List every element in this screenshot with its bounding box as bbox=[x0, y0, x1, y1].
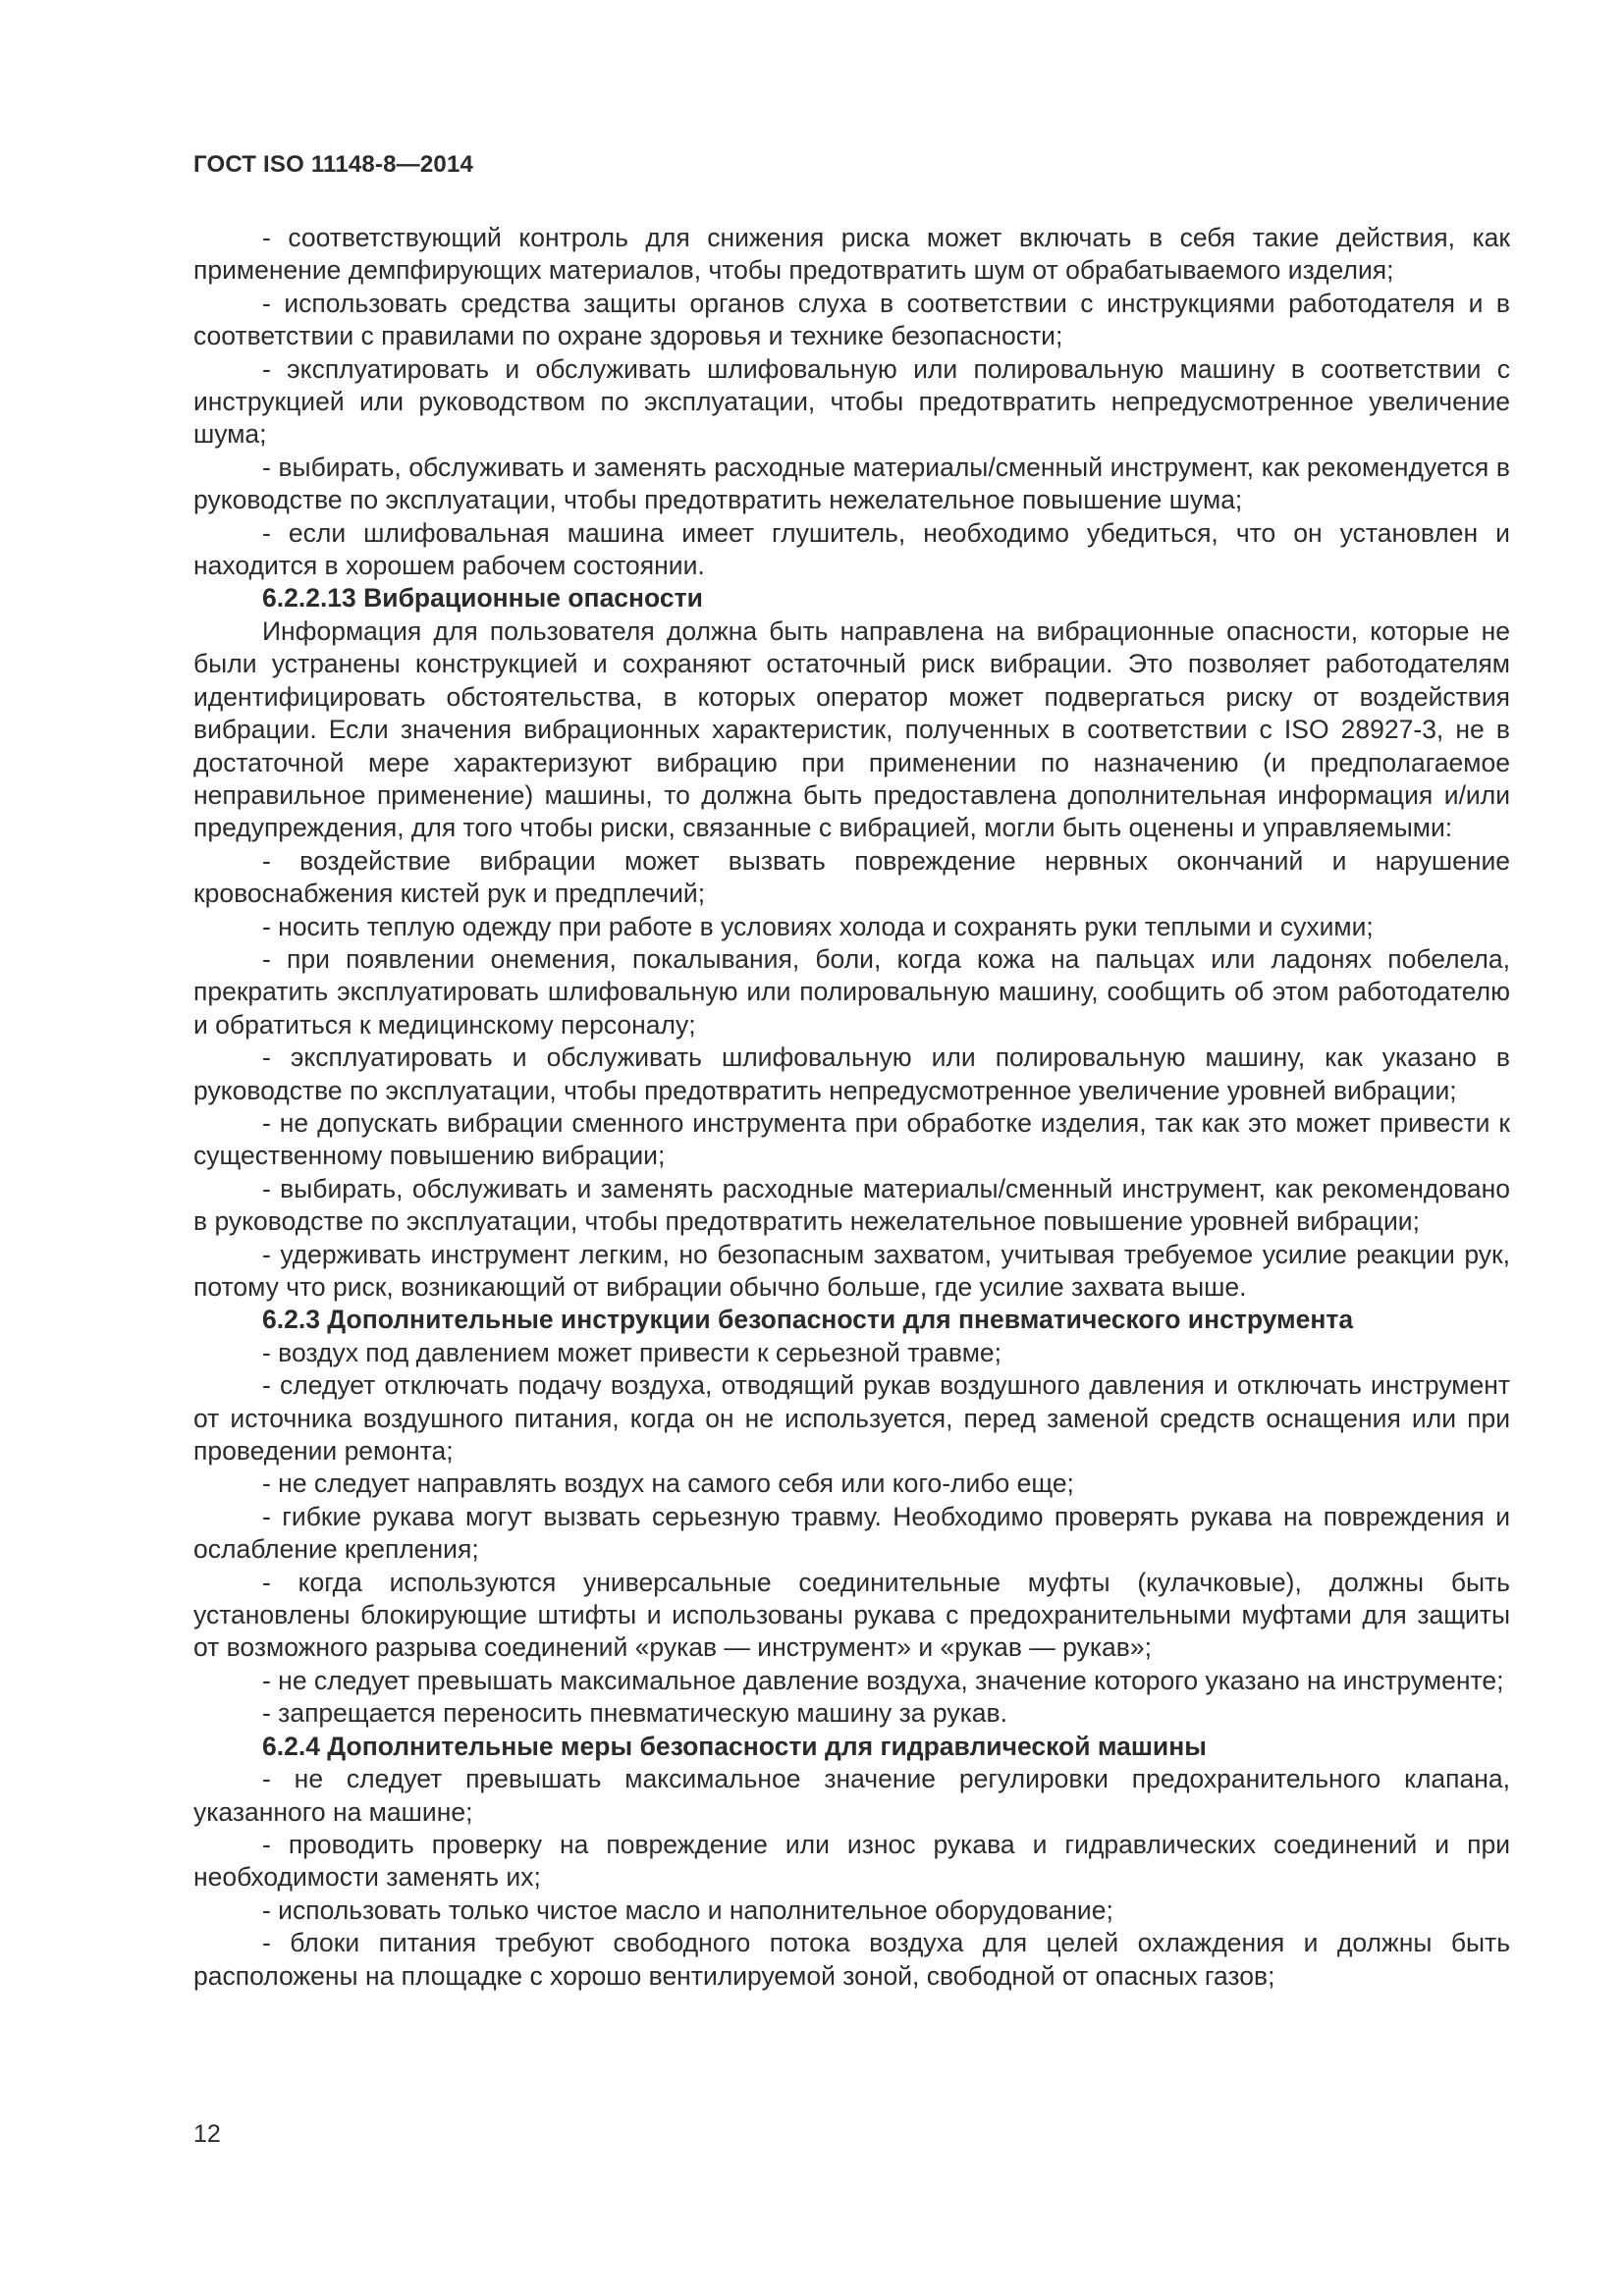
section-heading: 6.2.3 Дополнительные инструкции безопасности для пневматического инструмента bbox=[262, 1305, 1354, 1335]
section-heading: 6.2.2.13 Вибрационные опасности bbox=[262, 583, 703, 614]
paragraph: - не допускать вибрации сменного инструмента при обработке изделия, так как это может привести к существенному повышению вибрации; bbox=[193, 1107, 1510, 1171]
paragraph: - проводить проверку на повреждение или износ рукава и гидравлических соединений и при необходимости заменять их; bbox=[193, 1829, 1510, 1893]
section-heading: 6.2.4 Дополнительные меры безопасности для гидравлической машины bbox=[262, 1731, 1207, 1761]
paragraph: - не следует превышать максимальное значение регулировки предохранительного клапана, указанного на машине; bbox=[193, 1764, 1510, 1827]
paragraph: - при появлении онемения, покалывания, боли, когда кожа на пальцах или ладонях побелела, прекратить эксплуатировать шлифовальную или полировальную машину, сообщить об этом работодателю и обратиться к медицинскому персоналу; bbox=[193, 943, 1510, 1040]
paragraph: - не следует направлять воздух на самого себя или кого-либо еще; bbox=[262, 1468, 1074, 1499]
paragraph: - эксплуатировать и обслуживать шлифовальную или полировальную машину в соответствии с инструкцией или руководством по эксплуатации, чтобы предотвратить непредусмотренное увеличение шума; bbox=[193, 353, 1510, 450]
paragraph: Информация для пользователя должна быть направлена на вибрационные опасности, которые не были устранены конструкцией и сохраняют остаточный риск вибрации. Это позволяет работодателям идентифицировать обстоятельства, в которых оператор может подвергаться риску от воздействия вибрации. Если значения вибрационных характеристик, полученных в соответствии с ISO 28927-3, не в достаточной мере характеризуют вибрацию при применении по назначению (и предполагаемое неправильное применение) машины, то должна быть предоставлена дополнительная информация и/или предупреждения, для того чтобы риски, связанные с вибрацией, могли быть оценены и управляемыми: bbox=[193, 615, 1510, 843]
paragraph: - воздух под давлением может привести к серьезной травме; bbox=[262, 1337, 1002, 1367]
paragraph: - выбирать, обслуживать и заменять расходные материалы/сменный инструмент, как рекомендовано в руководстве по эксплуатации, чтобы предотвратить нежелательное повышение уровней вибрации; bbox=[193, 1173, 1510, 1237]
paragraph: - эксплуатировать и обслуживать шлифовальную или полировальную машину, как указано в руководстве по эксплуатации, чтобы предотвратить непредусмотренное увеличение уровней вибрации; bbox=[193, 1042, 1510, 1105]
paragraph: - запрещается переносить пневматическую машину за рукав. bbox=[262, 1698, 1007, 1729]
paragraph: - носить теплую одежду при работе в условиях холода и сохранять руки теплыми и сухими; bbox=[262, 911, 1374, 941]
paragraph: - использовать средства защиты органов слуха в соответствии с инструкциями работодателя и в соответствии с правилами по охране здоровья и технике безопасности; bbox=[193, 288, 1510, 351]
document-header: ГОСТ ISO 11148-8—2014 bbox=[193, 151, 474, 178]
paragraph: - блоки питания требуют свободного потока воздуха для целей охлаждения и должны быть расположены на площадке с хорошо вентилируемой зоной, свободной от опасных газов; bbox=[193, 1928, 1510, 1991]
paragraph: - не следует превышать максимальное давление воздуха, значение которого указано на инструменте; bbox=[262, 1665, 1504, 1695]
paragraph: - соответствующий контроль для снижения риска может включать в себя такие действия, как применение демпфирующих материалов, чтобы предотвратить шум от обрабатываемого изделия; bbox=[193, 223, 1510, 286]
page-number: 12 bbox=[193, 2120, 221, 2148]
paragraph: - когда используются универсальные соединительные муфты (кулачковые), должны быть установлены блокирующие штифты и использованы рукава с предохранительными муфтами для защиты от возможного разрыва соединений «рукав — инструмент» и «рукав — рукав»; bbox=[193, 1567, 1510, 1663]
paragraph: - удерживать инструмент легким, но безопасным захватом, учитывая требуемое усилие реакции рук, потому что риск, возникающий от вибрации обычно больше, где усилие захвата выше. bbox=[193, 1239, 1510, 1302]
paragraph: - гибкие рукава могут вызвать серьезную травму. Необходимо проверять рукава на повреждения и ослабление крепления; bbox=[193, 1501, 1510, 1565]
paragraph: - если шлифовальная машина имеет глушитель, необходимо убедиться, что он установлен и находится в хорошем рабочем состоянии. bbox=[193, 517, 1510, 581]
paragraph: - использовать только чистое масло и наполнительное оборудование; bbox=[262, 1895, 1113, 1925]
document-body bbox=[193, 222, 1510, 1993]
paragraph: - следует отключать подачу воздуха, отводящий рукав воздушного давления и отключать инструмент от источника воздушного питания, когда он не используется, перед заменой средств оснащения или при проведении ремонта; bbox=[193, 1370, 1510, 1467]
paragraph: - выбирать, обслуживать и заменять расходные материалы/сменный инструмент, как рекомендуется в руководстве по эксплуатации, чтобы предотвратить нежелательное повышение шума; bbox=[193, 452, 1510, 515]
paragraph: - воздействие вибрации может вызвать повреждение нервных окончаний и нарушение кровоснабжения кистей рук и предплечий; bbox=[193, 845, 1510, 909]
